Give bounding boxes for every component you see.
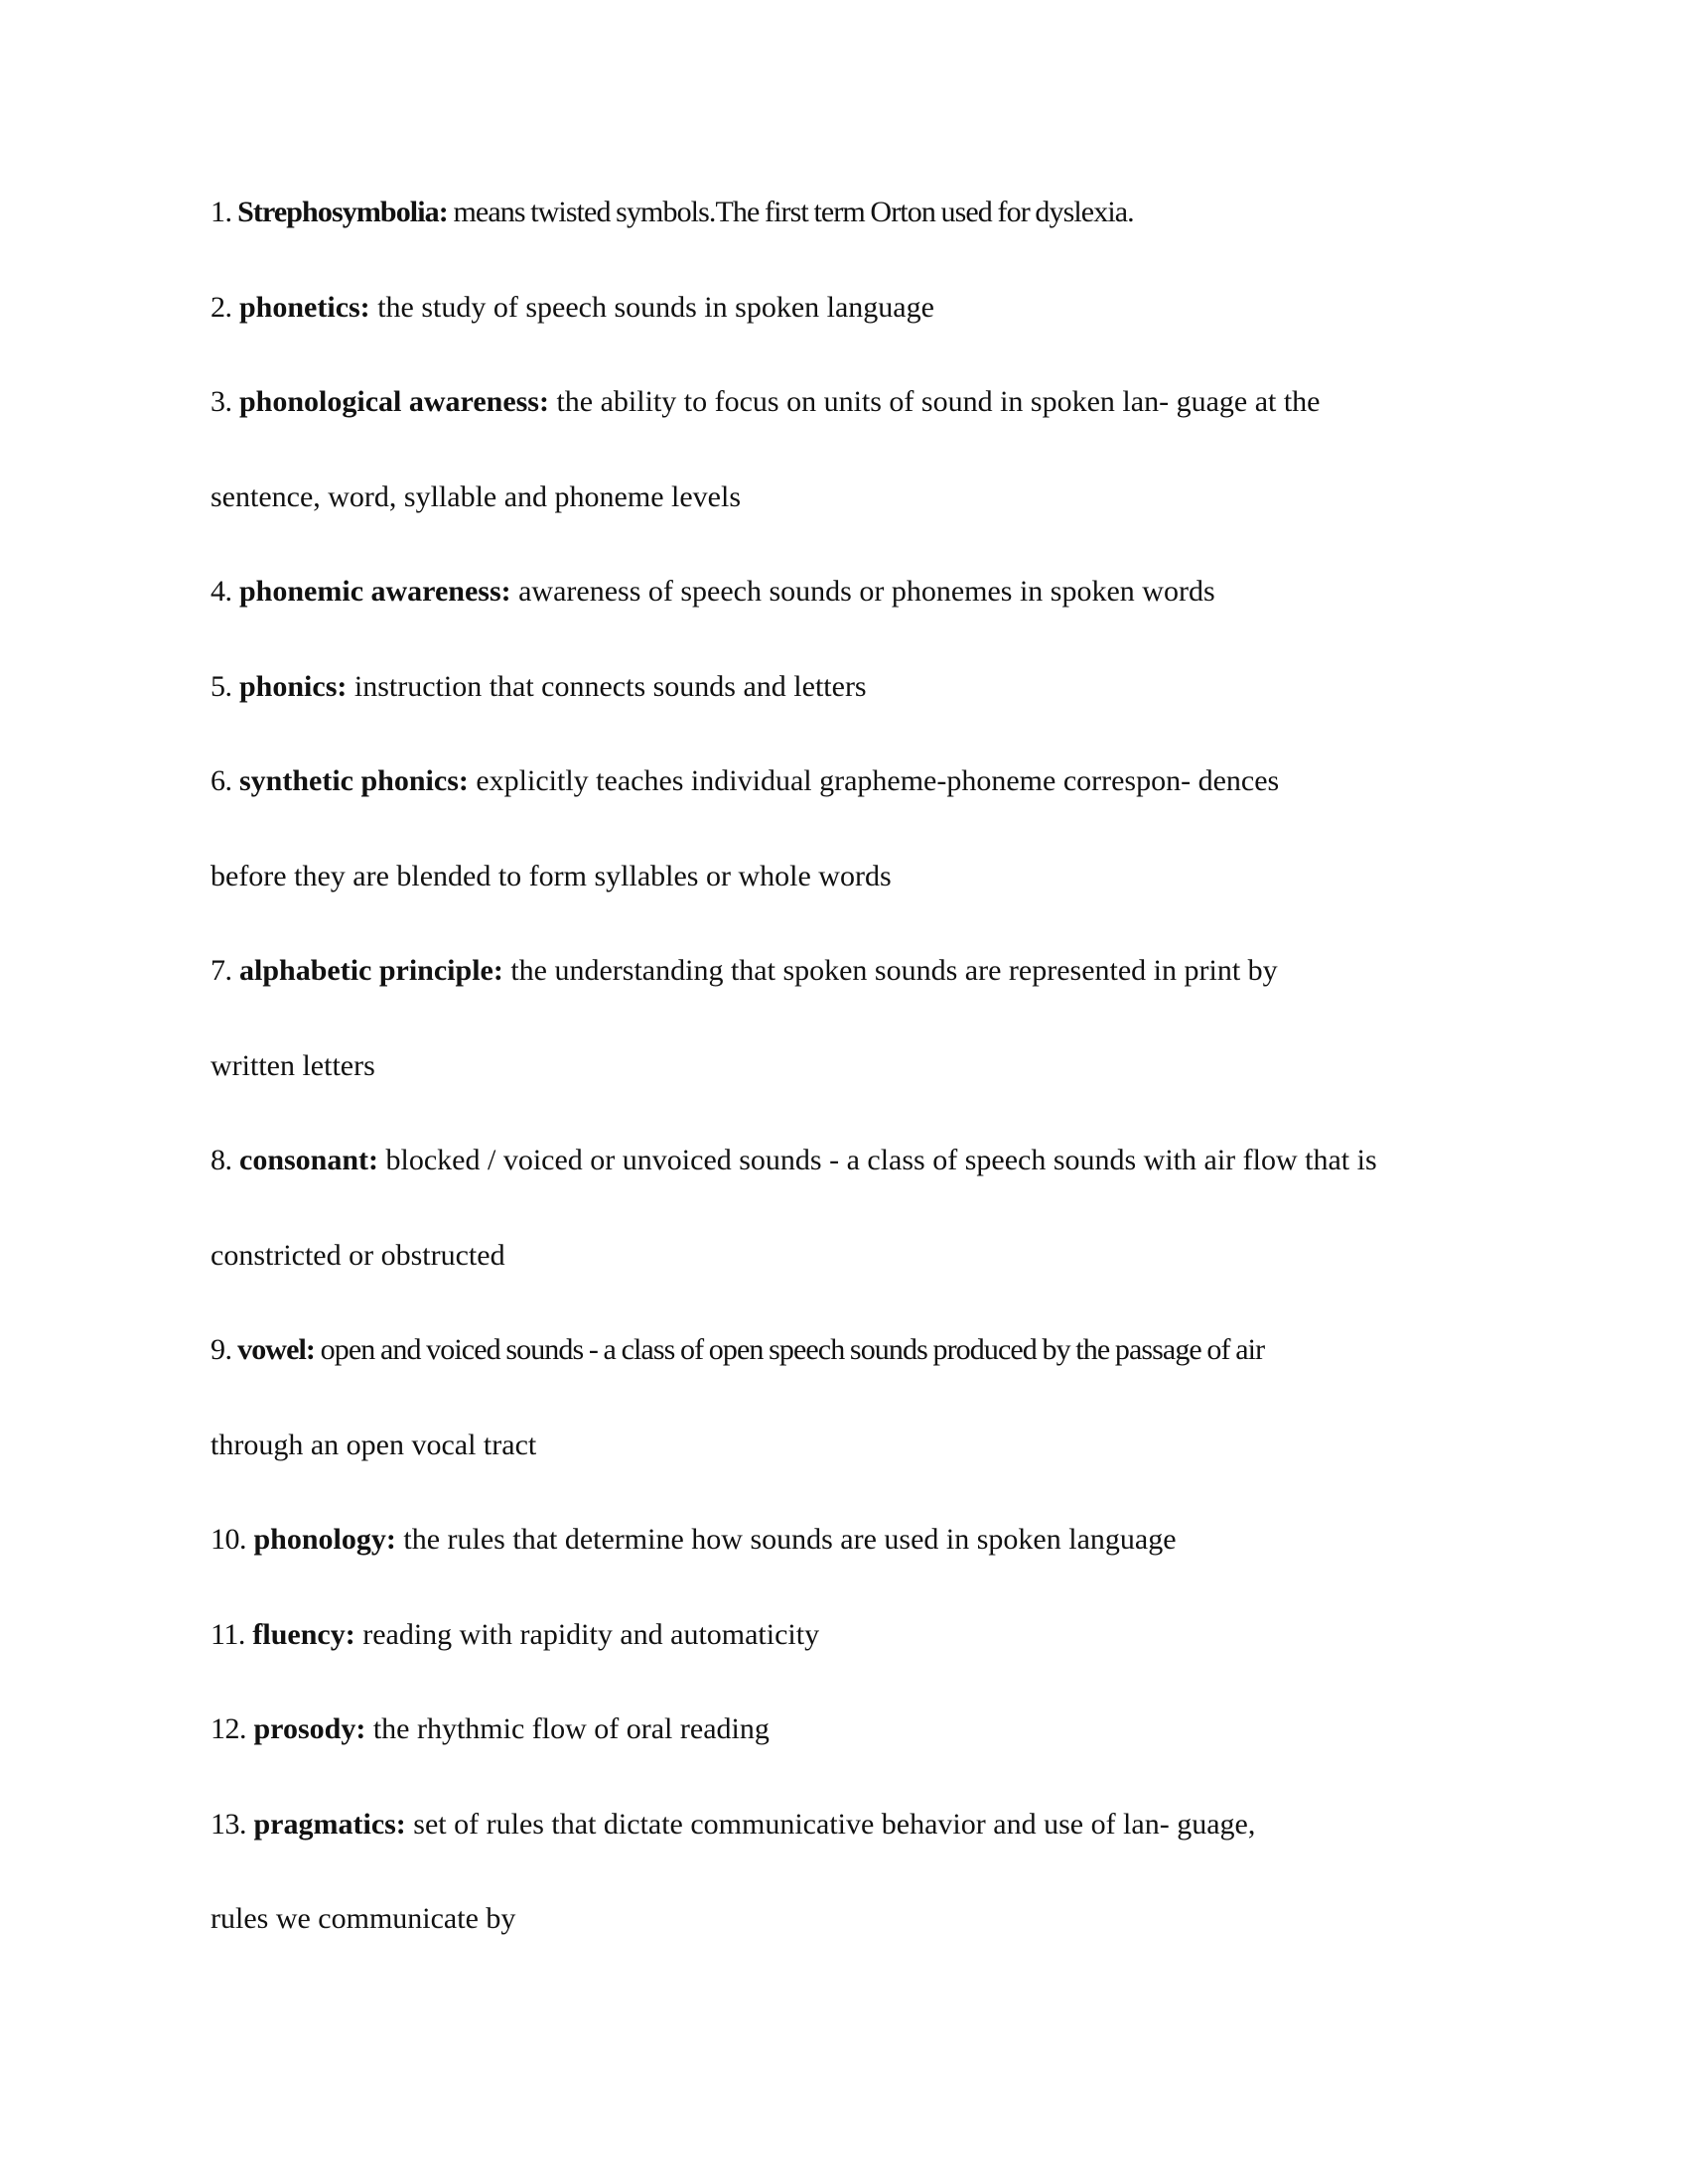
glossary-page [211, 185, 1501, 1986]
entry-definition: the ability to focus on units of sound in spoken lan- guage at the [556, 385, 1321, 418]
entry-7-continuation: written letters [211, 1048, 375, 1082]
entry-13 [211, 1797, 1501, 1892]
entry-definition: explicitly teaches individual grapheme-phoneme correspon- dences [476, 764, 1280, 797]
entry-term: alphabetic principle: [239, 954, 503, 987]
entry-term: Strephosymbolia: [237, 196, 448, 228]
entry-definition: open and voiced sounds - a class of open speech sounds produced by the passage of air [320, 1333, 1265, 1366]
entry-term: phonemic awareness: [239, 575, 511, 608]
entry-number: 2. [211, 290, 232, 324]
entry-10 [211, 1512, 1501, 1607]
entry-term: phonics: [239, 669, 348, 703]
entry-number: 11. [211, 1617, 245, 1651]
entry-13-continuation: rules we communicate by [211, 1902, 516, 1935]
entry-4 [211, 564, 1501, 659]
entry-number: 10. [211, 1523, 246, 1556]
entry-number: 7. [211, 954, 232, 987]
entry-5 [211, 659, 1501, 754]
entry-2 [211, 280, 1501, 375]
entry-term: phonetics: [239, 290, 370, 324]
entry-number: 13. [211, 1807, 246, 1841]
entry-term: synthetic phonics: [239, 764, 469, 797]
entry-definition: means twisted symbols.The first term Orton used for dyslexia. [453, 196, 1134, 228]
entry-9 [211, 1322, 1501, 1418]
entry-11 [211, 1607, 1501, 1703]
entry-number: 6. [211, 764, 232, 797]
entry-number: 5. [211, 669, 232, 703]
entry-term: consonant: [239, 1144, 379, 1176]
entry-6-continuation: before they are blended to form syllables or whole words [211, 859, 892, 892]
entry-term: pragmatics: [253, 1807, 406, 1841]
entry-number: 8. [211, 1144, 232, 1176]
entry-definition: the understanding that spoken sounds are represented in print by [510, 954, 1278, 987]
entry-3-continuation: sentence, word, syllable and phoneme levels [211, 479, 741, 513]
entry-definition: blocked / voiced or unvoiced sounds - a class of speech sounds with air flow that is [385, 1144, 1377, 1176]
entry-term: phonology: [253, 1523, 396, 1556]
entry-definition: instruction that connects sounds and letters [353, 669, 867, 703]
entry-9-continuation: through an open vocal tract [211, 1428, 537, 1461]
entry-definition: the rhythmic flow of oral reading [372, 1712, 770, 1745]
entry-definition: reading with rapidity and automaticity [362, 1617, 820, 1651]
entry-term: vowel: [237, 1333, 316, 1366]
entry-term: fluency: [252, 1617, 355, 1651]
entry-definition: the study of speech sounds in spoken language [377, 290, 934, 324]
entry-number: 1. [211, 196, 232, 228]
entry-12 [211, 1702, 1501, 1797]
entry-1 [211, 185, 1501, 280]
entry-6 [211, 753, 1501, 849]
entry-term: prosody: [253, 1712, 366, 1745]
entry-number: 4. [211, 575, 232, 608]
entry-8 [211, 1133, 1501, 1228]
entry-number: 3. [211, 385, 232, 418]
entry-number: 9. [211, 1333, 232, 1366]
entry-definition: the rules that determine how sounds are used in spoken language [403, 1523, 1177, 1556]
entry-3 [211, 374, 1501, 470]
entry-definition: awareness of speech sounds or phonemes in spoken words [518, 575, 1215, 608]
entry-definition: set of rules that dictate communicative behavior and use of lan- guage, [413, 1807, 1256, 1841]
entry-number: 12. [211, 1712, 246, 1745]
entry-7 [211, 943, 1501, 1038]
entry-term: phonological awareness: [239, 385, 549, 418]
entry-8-continuation: constricted or obstructed [211, 1238, 505, 1272]
